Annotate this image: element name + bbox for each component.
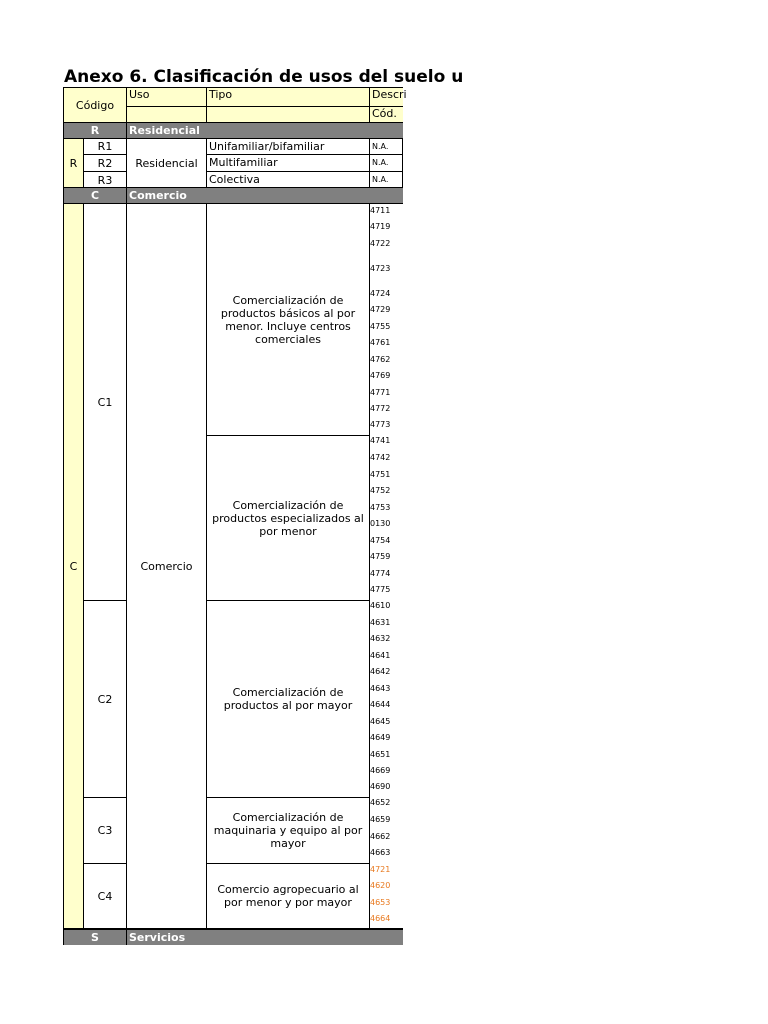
uso-residencial: Residencial	[126, 138, 206, 188]
cod-item: 4632	[370, 634, 391, 643]
section-label-residencial: Residencial	[126, 122, 403, 138]
cod-item: 4759	[370, 552, 391, 561]
cod-r3: N.A.	[369, 171, 403, 188]
cod-item: 4729	[370, 305, 391, 314]
tipo-c1-basicos-text: Comercialización de productos básicos al por menor. Incluye centros comerciales	[220, 293, 356, 346]
cod-item: 4651	[370, 750, 391, 759]
header-uso-sub	[126, 106, 206, 122]
sub-code-r3: R3	[83, 171, 126, 188]
group-code-c: C	[63, 203, 83, 929]
cod-item: 4653	[370, 898, 391, 907]
cod-item: 4752	[370, 486, 391, 495]
cod-r1: N.A.	[369, 138, 403, 154]
cod-item: 4769	[370, 371, 391, 380]
cod-item: 4644	[370, 700, 391, 709]
tipo-c4-agropecuario	[206, 863, 369, 929]
header-codigo: Código	[63, 87, 126, 122]
cod-item: 4645	[370, 717, 391, 726]
tipo-c3-maquinaria-text: Comercialización de maquinaria y equipo al por mayor	[213, 811, 363, 850]
cod-item: 4690	[370, 782, 391, 791]
cod-item: 4719	[370, 222, 391, 231]
tipo-c1-especializados	[206, 435, 369, 600]
uso-comercio: Comercio	[126, 203, 206, 929]
cod-item: 4652	[370, 798, 391, 807]
cod-item: 4649	[370, 733, 391, 742]
cod-item: 4711	[370, 206, 391, 215]
tipo-r1: Unifamiliar/bifamiliar	[206, 138, 369, 154]
cod-item: 4643	[370, 684, 391, 693]
header-tipo-sub	[206, 106, 369, 122]
cod-item: 4723	[370, 264, 391, 273]
header-cod: Cód.	[369, 106, 403, 122]
sub-code-c1: C1	[83, 203, 126, 600]
cod-item: 4620	[370, 881, 391, 890]
cod-item: 4641	[370, 651, 391, 660]
cod-item: 4753	[370, 503, 391, 512]
tipo-c1-basicos	[206, 203, 369, 435]
sub-code-c4: C4	[83, 863, 126, 929]
section-code-residencial: R	[63, 122, 126, 138]
sub-code-c3: C3	[83, 797, 126, 863]
cod-item: 4761	[370, 338, 391, 347]
cod-item: 4773	[370, 420, 391, 429]
section-code-comercio: C	[63, 187, 126, 203]
cod-item: 4775	[370, 585, 391, 594]
cod-item: 4771	[370, 388, 391, 397]
section-label-servicios: Servicios	[126, 929, 403, 945]
section-label-comercio: Comercio	[126, 187, 403, 203]
cod-item: 4642	[370, 667, 391, 676]
cod-item: 4721	[370, 865, 391, 874]
cod-item: 4631	[370, 618, 391, 627]
sub-code-c2: C2	[83, 600, 126, 797]
cod-item: 4662	[370, 832, 391, 841]
cod-item: 4762	[370, 355, 391, 364]
sub-code-r1: R1	[83, 138, 126, 154]
cod-item: 4722	[370, 239, 391, 248]
tipo-c2-mayor-text: Comercialización de productos al por mayor	[223, 686, 353, 712]
sheet-title: Anexo 6. Clasificación de usos del suelo u	[64, 67, 464, 87]
cod-item: 4755	[370, 322, 391, 331]
cod-item: 4610	[370, 601, 391, 610]
tipo-c3-maquinaria	[206, 797, 369, 863]
tipo-c4-agropecuario-text: Comercio agropecuario al por menor y por mayor	[217, 883, 359, 909]
cod-item: 4664	[370, 914, 391, 923]
header-descripcion: Descri	[369, 87, 403, 106]
cod-item: 4742	[370, 453, 391, 462]
cod-item: 4669	[370, 766, 391, 775]
section-code-servicios: S	[63, 929, 126, 945]
cod-item: 4754	[370, 536, 391, 545]
header-tipo: Tipo	[206, 87, 369, 106]
header-uso: Uso	[126, 87, 206, 106]
cod-item: 4659	[370, 815, 391, 824]
cod-item: 4774	[370, 569, 391, 578]
tipo-c2-mayor	[206, 600, 369, 797]
cod-item: 4772	[370, 404, 391, 413]
cod-r2: N.A.	[369, 154, 403, 171]
sub-code-r2: R2	[83, 154, 126, 171]
cod-item: 0130	[370, 519, 391, 528]
cod-item: 4663	[370, 848, 391, 857]
tipo-r2: Multifamiliar	[206, 154, 369, 171]
cod-item: 4724	[370, 289, 391, 298]
tipo-c1-especializados-text: Comercialización de productos especializados al por menor	[212, 498, 364, 538]
tipo-r3: Colectiva	[206, 171, 369, 188]
cod-item: 4741	[370, 436, 391, 445]
group-code-r: R	[63, 138, 83, 188]
cod-item: 4751	[370, 470, 391, 479]
